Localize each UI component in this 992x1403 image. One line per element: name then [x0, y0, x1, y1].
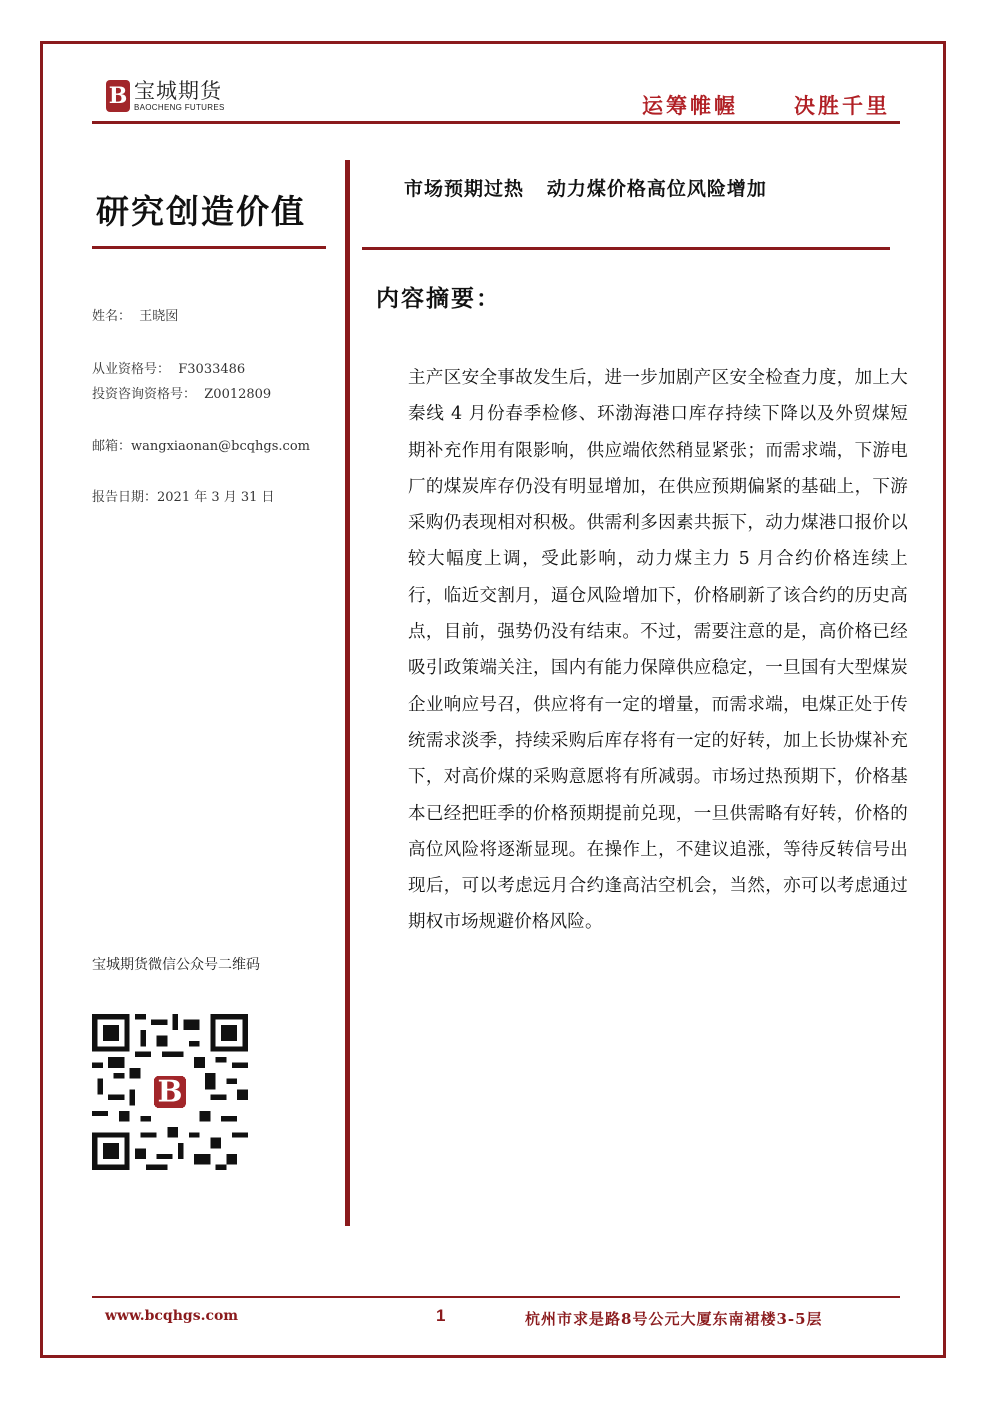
author-name: 姓名： 王晓囡	[92, 309, 179, 324]
svg-text:B: B	[157, 1073, 183, 1109]
title-divider	[362, 247, 890, 250]
company-logo	[106, 79, 225, 112]
slogan-right: 决胜千里	[794, 93, 890, 118]
column-divider	[345, 160, 350, 1226]
wechat-qr-code-icon	[92, 1014, 248, 1170]
author-email: 邮箱：wangxiaonan@bcqhgs.com	[92, 439, 310, 454]
footer-website-link[interactable]: www.bcqhgs.com	[105, 1308, 239, 1324]
logo-text-cn: 宝城期货	[134, 79, 222, 103]
summary-paragraph: 主产区安全事故发生后，进一步加剧产区安全检查力度，加上大秦线 4 月份春季检修、环渤海港口库存持续下降以及外贸煤短期补充作用有限影响，供应端依然稍显紧张；而需求端，下游电厂的煤炭库存仍没有明显增加，在供应预期偏紧的基础上，下游采购仍表现相对积极。供需利多因素共振下，动力煤港口报价以较大幅度上调，受此影响，动力煤主力 5 月合约价格连续上行，临近交割月，逼仓风险增加下，价格刷新了该合约的历史高点，目前，强势仍没有结束。不过，需要注意的是，高价格已经吸引政策端关注，国内有能力保障供应稳定，一旦国有大型煤炭企业响应号召，供应将有一定的增量，而需求端，电煤正处于传统需求淡季，持续采购后库存将有一定的好转，加上长协煤补充下，对高价煤的采购意愿将有所减弱。市场过热预期下，价格基本已经把旺季的价格预期提前兑现，一旦供需略有好转，价格的高位风险将逐渐显现。在操作上，不建议追涨，等待反转信号出现后，可以考虑远月合约逢高沽空机会，当然，亦可以考虑通过期权市场规避价格风险。	[408, 368, 908, 933]
sidebar-title-divider	[92, 246, 326, 249]
logo-text-en: BAOCHENG FUTURES	[134, 103, 225, 112]
summary-heading: 内容摘要：	[376, 285, 501, 312]
sidebar-title: 研究创造价值	[96, 192, 306, 231]
slogan-left: 运筹帷幄	[642, 93, 738, 118]
report-title: 市场预期过热 动力煤价格高位风险增加	[404, 178, 767, 200]
report-date: 报告日期：2021 年 3 月 31 日	[92, 490, 275, 505]
qualification-number: 从业资格号： F3033486	[92, 362, 246, 377]
footer-address: 杭州市求是路8号公元大厦东南裙楼3-5层	[525, 1310, 823, 1328]
investment-advisory-number: 投资咨询资格号： Z0012809	[92, 387, 272, 402]
footer-divider	[92, 1296, 900, 1298]
header-divider	[92, 121, 900, 124]
logo-mark-icon: B	[106, 80, 130, 112]
page-number: 1	[436, 1306, 446, 1325]
qr-caption: 宝城期货微信公众号二维码	[92, 957, 260, 973]
